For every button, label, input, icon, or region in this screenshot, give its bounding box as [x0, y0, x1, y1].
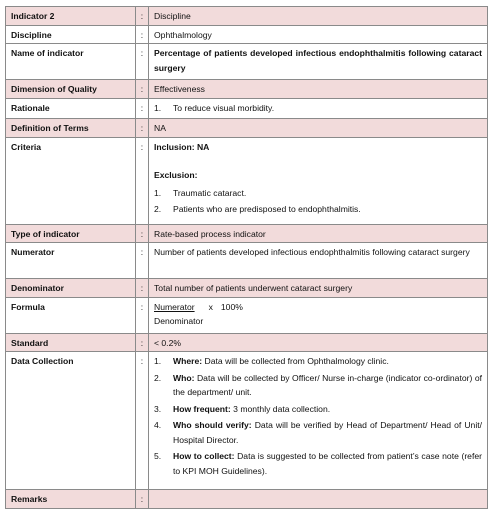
- colon: :: [136, 7, 149, 26]
- row-dimension: [6, 80, 488, 99]
- colon: :: [136, 352, 149, 490]
- definition-value: NA: [149, 119, 488, 138]
- colon: :: [136, 25, 149, 44]
- row-indicator: [6, 7, 488, 26]
- exclusion-list: [154, 186, 482, 217]
- standard-value: < 0.2%: [149, 333, 488, 352]
- rationale-label: Rationale: [6, 98, 136, 119]
- criteria-inclusion: Inclusion: NA: [154, 141, 210, 152]
- remarks-label: Remarks: [6, 490, 136, 509]
- list-item: 1. To reduce visual morbidity.: [154, 102, 275, 113]
- list-item: 1. Where: Data will be collected from Ophthalmology clinic.: [154, 356, 389, 366]
- row-rationale: [6, 98, 488, 119]
- list-item: 5. How to collect: Data is suggested to be collected from patient’s case note (refer to KPI MOH Guidelines).: [154, 451, 482, 476]
- row-standard: [6, 333, 488, 352]
- definition-label: Definition of Terms: [6, 119, 136, 138]
- discipline-value: Ophthalmology: [149, 25, 488, 44]
- formula-times: x: [208, 301, 213, 312]
- data-collection-label: Data Collection: [6, 352, 136, 490]
- list-item: 2. Who: Data will be collected by Officer/ Nurse in-charge (indicator co-ordinator) of the department/ unit.: [154, 372, 482, 397]
- row-type: [6, 224, 488, 243]
- colon: :: [136, 98, 149, 119]
- indicator-label: Indicator 2: [6, 7, 136, 26]
- standard-label: Standard: [6, 333, 136, 352]
- row-criteria: [6, 137, 488, 224]
- row-discipline: [6, 25, 488, 44]
- colon: :: [136, 333, 149, 352]
- colon: :: [136, 80, 149, 99]
- denominator-label: Denominator: [6, 279, 136, 298]
- numerator-value: Number of patients developed infectious endophthalmitis following cataract surgery: [149, 243, 488, 279]
- indicator-value: Discipline: [149, 7, 488, 26]
- colon: :: [136, 224, 149, 243]
- row-name-of-indicator: [6, 44, 488, 80]
- row-numerator: [6, 243, 488, 279]
- row-denominator: [6, 279, 488, 298]
- formula-denominator: Denominator: [154, 316, 204, 326]
- colon: :: [136, 119, 149, 138]
- formula-top: [154, 300, 482, 315]
- list-item: 4. Who should verify: Data will be verified by Head of Department/ Head of Unit/ Hospital Director.: [154, 420, 482, 445]
- colon: :: [136, 279, 149, 298]
- colon: :: [136, 243, 149, 279]
- row-data-collection: [6, 352, 488, 490]
- type-label: Type of indicator: [6, 224, 136, 243]
- criteria-exclusion-heading: Exclusion:: [154, 170, 198, 180]
- row-remarks: [6, 490, 488, 509]
- row-definition: [6, 119, 488, 138]
- formula-percent: 100%: [220, 301, 243, 312]
- colon: :: [136, 137, 149, 224]
- list-item: 2. Patients who are predisposed to endophthalmitis.: [154, 204, 361, 214]
- list-item: 3. How frequent: 3 monthly data collection.: [154, 403, 331, 414]
- dimension-label: Dimension of Quality: [6, 80, 136, 99]
- formula-label: Formula: [6, 297, 136, 333]
- colon: :: [136, 297, 149, 333]
- remarks-value: [149, 490, 488, 509]
- denominator-value: Total number of patients underwent cataract surgery: [149, 279, 488, 298]
- data-collection-list: [154, 354, 482, 478]
- formula-numerator: Numerator: [154, 301, 195, 312]
- numerator-label: Numerator: [6, 243, 136, 279]
- dimension-value: Effectiveness: [149, 80, 488, 99]
- indicator-table: [5, 6, 488, 509]
- colon: :: [136, 490, 149, 509]
- rationale-list: [154, 101, 482, 116]
- discipline-label: Discipline: [6, 25, 136, 44]
- name-value: Percentage of patients developed infectious endophthalmitis following cataract surgery: [149, 44, 488, 80]
- name-label: Name of indicator: [6, 44, 136, 80]
- type-value: Rate-based process indicator: [149, 224, 488, 243]
- row-formula: [6, 297, 488, 333]
- criteria-label: Criteria: [6, 137, 136, 224]
- list-item: 1. Traumatic cataract.: [154, 187, 247, 198]
- colon: :: [136, 44, 149, 80]
